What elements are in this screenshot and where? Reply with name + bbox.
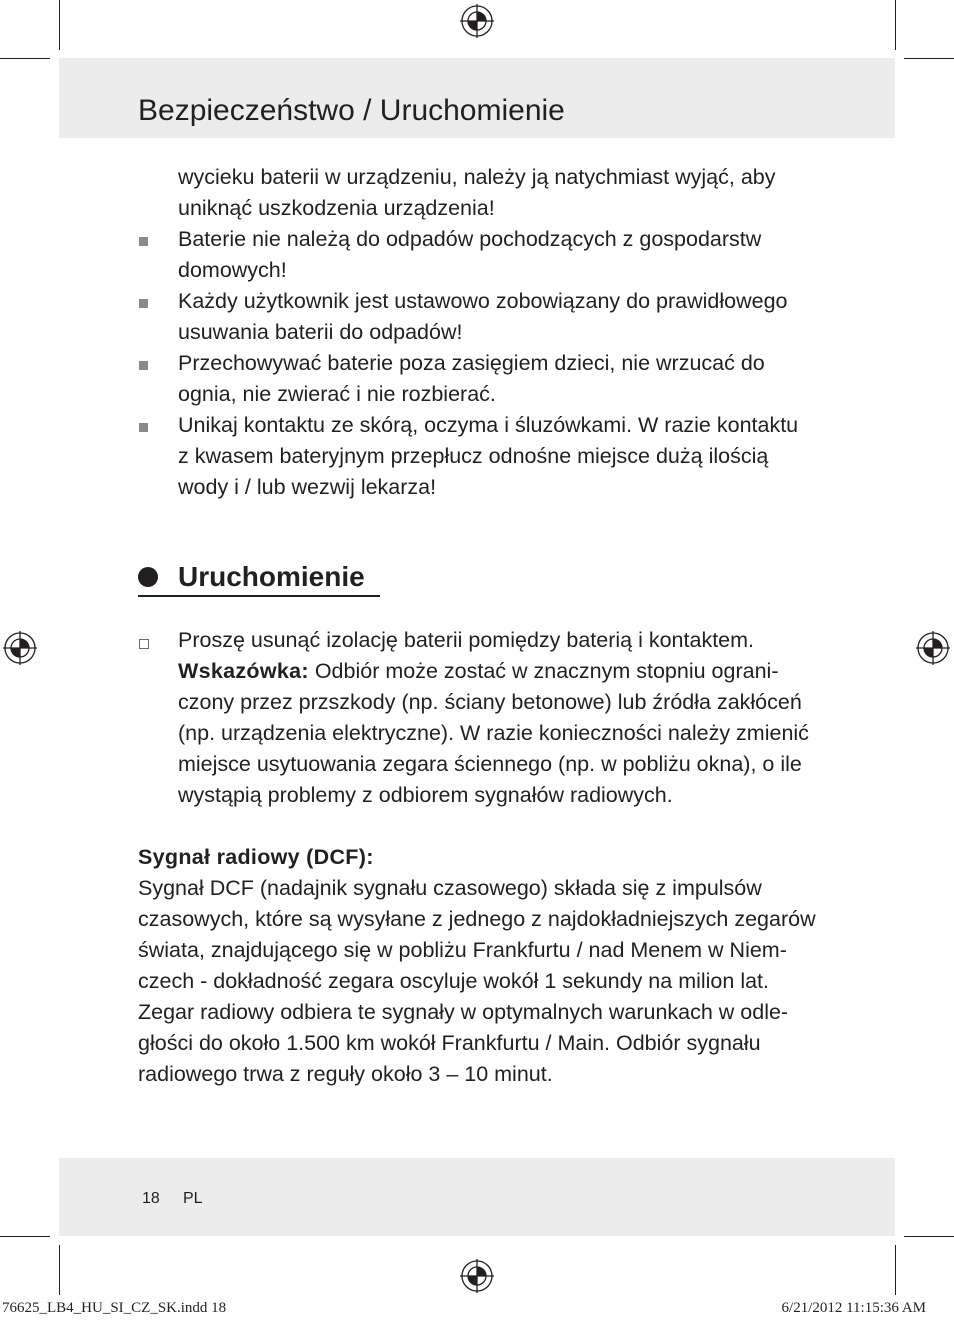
step-line: Proszę usunąć izolację baterii pomiędzy baterią i kontaktem. xyxy=(178,628,755,652)
bullet-line: Unikaj kontaktu ze skórą, oczyma i śluzówkami. W razie kontaktu xyxy=(178,413,799,437)
crop-mark xyxy=(0,58,50,59)
registration-mark-icon xyxy=(460,4,494,38)
square-bullet-icon xyxy=(139,299,148,308)
square-bullet-icon xyxy=(139,423,148,432)
note-line xyxy=(178,656,778,687)
bullet-line: wody i / lub wezwij lekarza! xyxy=(178,475,437,499)
crop-mark xyxy=(904,58,954,59)
page-title: Bezpieczeństwo / Uruchomienie xyxy=(138,94,565,127)
dcf-line: czasowych, które są wysyłane z jednego z najdokładniejszych zegarów xyxy=(138,907,816,931)
page-number: 18 xyxy=(142,1190,160,1207)
note-text: Odbiór może zostać w znacznym stopniu ograni- xyxy=(308,659,779,683)
square-bullet-icon xyxy=(139,361,148,370)
crop-mark xyxy=(59,0,60,50)
note-label: Wskazówka: xyxy=(178,659,309,683)
square-bullet-icon xyxy=(139,237,148,246)
slug-filename: 76625_LB4_HU_SI_CZ_SK.indd 18 xyxy=(2,1300,227,1316)
bullet-line: domowych! xyxy=(178,258,287,282)
bullet-line: z kwasem bateryjnym przepłucz odnośne miejsce dużą ilością xyxy=(178,444,769,468)
note-line: czony przez przszkody (np. ściany betonowe) lub źródła zakłóceń xyxy=(178,690,802,714)
note-line: (np. urządzenia elektryczne). W razie konieczności należy zmienić xyxy=(178,721,809,745)
bullet-line: usuwania baterii do odpadów! xyxy=(178,320,463,344)
registration-mark-icon xyxy=(3,631,37,665)
dcf-line: głości do około 1.500 km wokół Frankfurtu / Main. Odbiór sygnału xyxy=(138,1031,761,1055)
paragraph-line: wycieku baterii w urządzeniu, należy ją natychmiast wyjąć, aby xyxy=(178,165,776,189)
bullet-line: Każdy użytkownik jest ustawowo zobowiązany do prawidłowego xyxy=(178,289,788,313)
dcf-line: radiowego trwa z reguły około 3 – 10 minut. xyxy=(138,1062,553,1086)
section-bullet-icon xyxy=(138,567,158,587)
section-title: Uruchomienie xyxy=(178,561,365,592)
registration-mark-icon xyxy=(916,631,950,665)
crop-mark xyxy=(895,0,896,50)
note-line: miejsce usytuowania zegara ściennego (np. w pobliżu okna), o ile xyxy=(178,752,802,776)
crop-mark xyxy=(59,1245,60,1295)
paragraph-line: uniknąć uszkodzenia urządzenia! xyxy=(178,196,495,220)
section-underline xyxy=(138,595,380,597)
dcf-line: świata, znajdującego się w pobliżu Frankfurtu / nad Menem w Niem- xyxy=(138,938,787,962)
dcf-line: Zegar radiowy odbiera te sygnały w optymalnych warunkach w odle- xyxy=(138,1000,789,1024)
language-code: PL xyxy=(183,1190,203,1207)
checkbox-icon xyxy=(139,639,149,649)
crop-mark xyxy=(904,1236,954,1237)
dcf-line: Sygnał DCF (nadajnik sygnału czasowego) składa się z impulsów xyxy=(138,876,762,900)
bullet-line: Przechowywać baterie poza zasięgiem dzieci, nie wrzucać do xyxy=(178,351,765,375)
crop-mark xyxy=(0,1236,50,1237)
note-line: wystąpią problemy z odbiorem sygnałów radiowych. xyxy=(178,783,673,807)
dcf-line: czech - dokładność zegara oscyluje wokół 1 sekundy na milion lat. xyxy=(138,969,769,993)
dcf-heading: Sygnał radiowy (DCF): xyxy=(138,845,374,869)
bullet-line: ognia, nie zwierać i nie rozbierać. xyxy=(178,382,496,406)
crop-mark xyxy=(895,1245,896,1295)
registration-mark-icon xyxy=(460,1259,494,1293)
slug-timestamp: 6/21/2012 11:15:36 AM xyxy=(781,1300,926,1316)
bullet-line: Baterie nie należą do odpadów pochodzących z gospodarstw xyxy=(178,227,762,251)
